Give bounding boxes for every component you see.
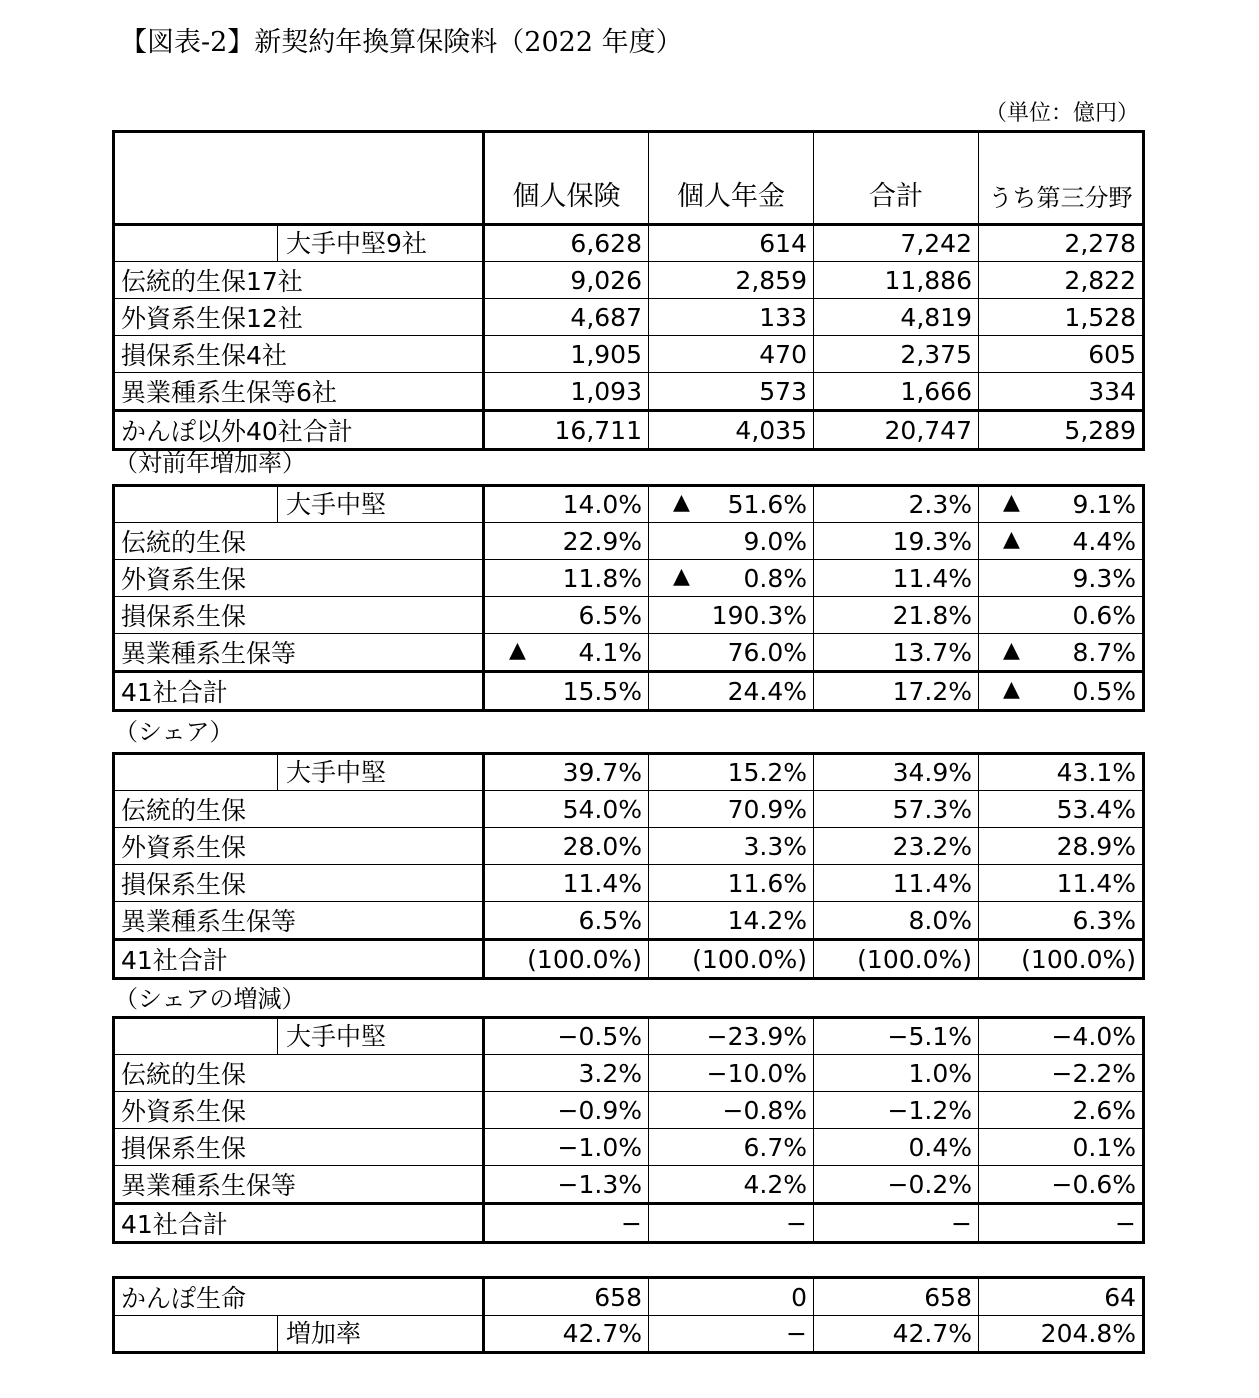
cell-text: 0.1% [1072,1132,1136,1162]
table-row [114,1129,1144,1166]
cell-text: 13.7% [892,637,972,667]
cell-value [814,1278,979,1316]
cell-text: 14.2% [727,905,807,935]
row-label: 伝統的生保 [114,1055,484,1092]
row-label: 損保系生保 [114,597,484,634]
cell-value [979,1055,1144,1092]
cell-value [484,672,649,711]
cell-value [979,1278,1144,1316]
cell-text: 7,242 [900,229,972,258]
cell-text: 39.7% [562,758,642,787]
table-row [114,486,1144,523]
row-label: 異業種系生保等 [114,634,484,672]
cell-text: 20,747 [884,415,972,445]
cell-text: 4,687 [570,302,642,332]
page-title: 【図表-2】新契約年換算保険料（2022 年度） [120,27,683,58]
cell-text: 190.3% [711,600,807,630]
cell-value [814,560,979,597]
triangle-icon: ▲ [673,490,690,515]
cell-value [649,225,814,262]
cell-value [979,523,1144,560]
cell-text: − [786,1319,807,1348]
kampo-table [112,1276,1145,1354]
table-row [114,597,1144,634]
table-row [114,634,1144,672]
cell-text: 54.0% [562,794,642,824]
cell-value [484,262,649,299]
cell-value [814,754,979,791]
cell-text: 6,628 [570,229,642,258]
cell-text: 64 [1104,1282,1136,1312]
cell-value [814,1018,979,1055]
cell-text: 4.1% [578,637,642,667]
cell-value [814,1204,979,1243]
share-section-label: （シェア） [114,718,234,746]
cell-value [979,411,1144,450]
row-label: 伝統的生保17社 [114,262,484,299]
cell-text: −0.8% [722,1095,807,1125]
cell-value [979,1018,1144,1055]
cell-text: 11.4% [892,563,972,593]
cell-text: (100.0%) [857,944,972,974]
cell-text: 15.2% [727,758,807,787]
cell-value [814,225,979,262]
premium-table [112,130,1145,451]
triangle-icon: ▲ [1003,637,1020,663]
cell-text: 42.7% [892,1319,972,1348]
cell-value [484,902,649,940]
row-label: 外資系生保12社 [114,299,484,336]
cell-value [484,1278,649,1316]
cell-text: 1.0% [908,1058,972,1088]
table-row [114,1278,1144,1316]
cell-text: −0.2% [887,1169,972,1199]
cell-value [814,411,979,450]
cell-text: 0.6% [1072,600,1136,630]
row-label: 伝統的生保 [114,791,484,828]
cell-text: − [786,1208,807,1238]
cell-text: −4.0% [1051,1022,1136,1051]
cell-value [649,560,814,597]
cell-value [814,597,979,634]
triangle-icon: ▲ [1003,526,1020,552]
cell-value [814,634,979,672]
cell-value [649,262,814,299]
row-label: かんぽ生命 [121,1284,247,1313]
cell-text: 6.3% [1072,905,1136,935]
cell-value [979,1129,1144,1166]
cell-value [649,828,814,865]
header-third-sector: うち第三分野 [979,132,1144,225]
cell-text: 6.5% [578,600,642,630]
cell-text: (100.0%) [1021,944,1136,974]
row-label: かんぽ以外40社合計 [114,411,484,450]
cell-value [649,754,814,791]
cell-text: (100.0%) [692,944,807,974]
cell-value [484,634,649,672]
cell-text: 133 [759,302,807,332]
table-row [114,1316,1144,1353]
cell-text: −23.9% [706,1022,807,1051]
table-row [114,560,1144,597]
cell-text: 334 [1088,376,1136,406]
cell-text: 11.4% [562,868,642,898]
header-row [114,132,1144,225]
row-label: 大手中堅 [277,755,482,790]
cell-text: 22.9% [562,526,642,556]
cell-text: 0.8% [743,563,807,593]
cell-text: 2.6% [1072,1095,1136,1125]
table-row [114,336,1144,373]
table-row [114,1018,1144,1055]
cell-value [484,299,649,336]
cell-text: 3.2% [578,1058,642,1088]
cell-text: 6.7% [743,1132,807,1162]
cell-value [649,411,814,450]
cell-value [649,373,814,411]
triangle-icon: ▲ [1003,676,1020,702]
cell-text: 9,026 [570,265,642,295]
cell-value [649,597,814,634]
cell-text: 1,528 [1064,302,1136,332]
row-label: 伝統的生保 [114,523,484,560]
cell-value [979,336,1144,373]
table-row [114,865,1144,902]
cell-value [814,1166,979,1204]
cell-value [649,902,814,940]
growth-section-label: （対前年増加率） [114,449,306,477]
cell-text: 28.9% [1056,831,1136,861]
cell-text: −1.3% [557,1169,642,1199]
cell-text: 23.2% [892,831,972,861]
cell-text: 6.5% [578,905,642,935]
cell-value [649,486,814,523]
cell-value [979,373,1144,411]
cell-value [649,1018,814,1055]
cell-text: 28.0% [562,831,642,861]
cell-value [979,791,1144,828]
cell-text: 8.7% [1072,637,1136,667]
cell-text: 11.4% [892,868,972,898]
row-label: 異業種系生保等 [114,1166,484,1204]
cell-value [484,865,649,902]
cell-text: 42.7% [562,1319,642,1348]
cell-value [814,791,979,828]
cell-value [814,1129,979,1166]
cell-value [814,299,979,336]
cell-text: 57.3% [892,794,972,824]
cell-text: −0.6% [1051,1169,1136,1199]
cell-value [979,262,1144,299]
cell-text: 15.5% [562,676,642,706]
cell-text: 8.0% [908,905,972,935]
cell-text: 11.6% [727,868,807,898]
cell-value [979,902,1144,940]
cell-text: − [621,1208,642,1238]
cell-value [649,940,814,979]
header-individual-annuity: 個人年金 [649,132,814,225]
table-row [114,299,1144,336]
cell-text: 9.0% [743,526,807,556]
cell-text: 658 [924,1282,972,1312]
table-row [114,828,1144,865]
cell-text: 24.4% [727,676,807,706]
cell-value [484,336,649,373]
cell-value [649,1129,814,1166]
cell-text: 14.0% [562,490,642,519]
row-label: 損保系生保 [114,1129,484,1166]
cell-value [814,902,979,940]
cell-text: 1,666 [900,376,972,406]
table-row [114,523,1144,560]
cell-value [649,299,814,336]
table-row [114,672,1144,711]
cell-text: 19.3% [892,526,972,556]
row-label: 大手中堅 [277,487,482,522]
cell-text: 605 [1088,339,1136,369]
cell-text: 5,289 [1064,415,1136,445]
unit-label: （単位：億円） [984,101,1139,126]
cell-value [814,865,979,902]
cell-value [979,1316,1144,1353]
cell-value [649,336,814,373]
cell-value [649,1055,814,1092]
cell-text: 11.8% [562,563,642,593]
cell-text: −1.0% [557,1132,642,1162]
cell-text: 2,822 [1064,265,1136,295]
cell-value [814,373,979,411]
cell-text: 2.3% [908,490,972,519]
cell-value [649,1316,814,1353]
cell-text: 204.8% [1040,1319,1136,1348]
cell-text: 9.1% [1072,490,1136,519]
cell-value [979,865,1144,902]
cell-text: 1,905 [570,339,642,369]
cell-value [484,1092,649,1129]
share-change-section-label: （シェアの増減） [114,985,306,1013]
cell-text: 11.4% [1056,868,1136,898]
cell-value [814,1055,979,1092]
cell-value [814,486,979,523]
cell-text: −5.1% [887,1022,972,1051]
cell-text: 34.9% [892,758,972,787]
cell-text: 17.2% [892,676,972,706]
table-row [114,1055,1144,1092]
cell-value [979,597,1144,634]
cell-value [484,486,649,523]
cell-value [649,1166,814,1204]
cell-text: 0 [791,1282,807,1312]
cell-value [979,1204,1144,1243]
table-row [114,1166,1144,1204]
cell-value [484,373,649,411]
header-individual-insurance: 個人保険 [484,132,649,225]
cell-value [484,225,649,262]
cell-text: 21.8% [892,600,972,630]
cell-text: 4,819 [900,302,972,332]
cell-text: 614 [759,229,807,258]
cell-value [484,791,649,828]
cell-value [814,262,979,299]
row-label: 増加率 [277,1316,482,1351]
cell-value [814,828,979,865]
cell-text: 658 [594,1282,642,1312]
cell-value [979,1092,1144,1129]
cell-text: 2,278 [1064,229,1136,258]
cell-value [649,1092,814,1129]
cell-value [649,791,814,828]
row-label: 異業種系生保等 [114,902,484,940]
cell-value [484,940,649,979]
cell-text: −10.0% [706,1058,807,1088]
cell-value [979,225,1144,262]
cell-value [979,486,1144,523]
cell-text: 11,886 [884,265,972,295]
cell-text: 9.3% [1072,563,1136,593]
table-row [114,262,1144,299]
cell-value [484,1018,649,1055]
growth-table [112,484,1145,712]
cell-value [484,1166,649,1204]
cell-value [484,411,649,450]
cell-text: 470 [759,339,807,369]
cell-text: −1.2% [887,1095,972,1125]
cell-text: 0.5% [1072,676,1136,706]
cell-value [979,634,1144,672]
table-row [114,1204,1144,1243]
table-row [114,225,1144,262]
cell-value [484,597,649,634]
cell-text: 2,859 [735,265,807,295]
table-row [114,791,1144,828]
triangle-icon: ▲ [509,637,526,663]
cell-value [649,1278,814,1316]
table-row [114,902,1144,940]
cell-value [484,560,649,597]
cell-value [979,1166,1144,1204]
cell-value [814,523,979,560]
row-label: 41社合計 [114,672,484,711]
cell-value [814,672,979,711]
cell-value [979,560,1144,597]
cell-text: 1,093 [570,376,642,406]
cell-text: 4,035 [735,415,807,445]
cell-text: −0.9% [557,1095,642,1125]
cell-value [814,940,979,979]
cell-value [814,1092,979,1129]
cell-value [484,1129,649,1166]
cell-value [484,523,649,560]
cell-text: − [951,1208,972,1238]
cell-value [979,940,1144,979]
cell-value [484,1316,649,1353]
row-label: 大手中堅9社 [277,226,482,261]
row-label: 大手中堅 [277,1019,482,1054]
cell-text: 2,375 [900,339,972,369]
cell-text: (100.0%) [527,944,642,974]
cell-text: −2.2% [1051,1058,1136,1088]
table-row [114,373,1144,411]
cell-value [649,865,814,902]
cell-text: 573 [759,376,807,406]
row-label: 外資系生保 [114,1092,484,1129]
share-change-table [112,1016,1145,1244]
cell-text: 0.4% [908,1132,972,1162]
row-label: 損保系生保4社 [114,336,484,373]
cell-value [979,754,1144,791]
table-row [114,754,1144,791]
cell-text: 16,711 [554,415,642,445]
cell-text: −0.5% [557,1022,642,1051]
cell-value [979,672,1144,711]
cell-text: 76.0% [727,637,807,667]
cell-value [484,754,649,791]
row-label: 外資系生保 [114,560,484,597]
header-total: 合計 [814,132,979,225]
cell-value [484,1055,649,1092]
table-row [114,940,1144,979]
cell-value [814,1316,979,1353]
cell-value [649,1204,814,1243]
cell-value [979,299,1144,336]
cell-text: − [1115,1208,1136,1238]
row-label: 異業種系生保等6社 [114,373,484,411]
cell-text: 51.6% [727,490,807,519]
cell-text: 3.3% [743,831,807,861]
cell-value [814,336,979,373]
share-table [112,752,1145,980]
row-label: 41社合計 [114,940,484,979]
triangle-icon: ▲ [1003,490,1020,515]
row-label: 41社合計 [114,1204,484,1243]
cell-value [484,828,649,865]
cell-text: 53.4% [1056,794,1136,824]
cell-value [649,672,814,711]
row-label: 損保系生保 [114,865,484,902]
cell-text: 70.9% [727,794,807,824]
cell-value [649,523,814,560]
cell-value [649,634,814,672]
cell-text: 4.2% [743,1169,807,1199]
cell-value [484,1204,649,1243]
cell-text: 43.1% [1056,758,1136,787]
triangle-icon: ▲ [673,563,690,589]
cell-text: 4.4% [1072,526,1136,556]
row-label: 外資系生保 [114,828,484,865]
table-row [114,1092,1144,1129]
cell-value [979,828,1144,865]
